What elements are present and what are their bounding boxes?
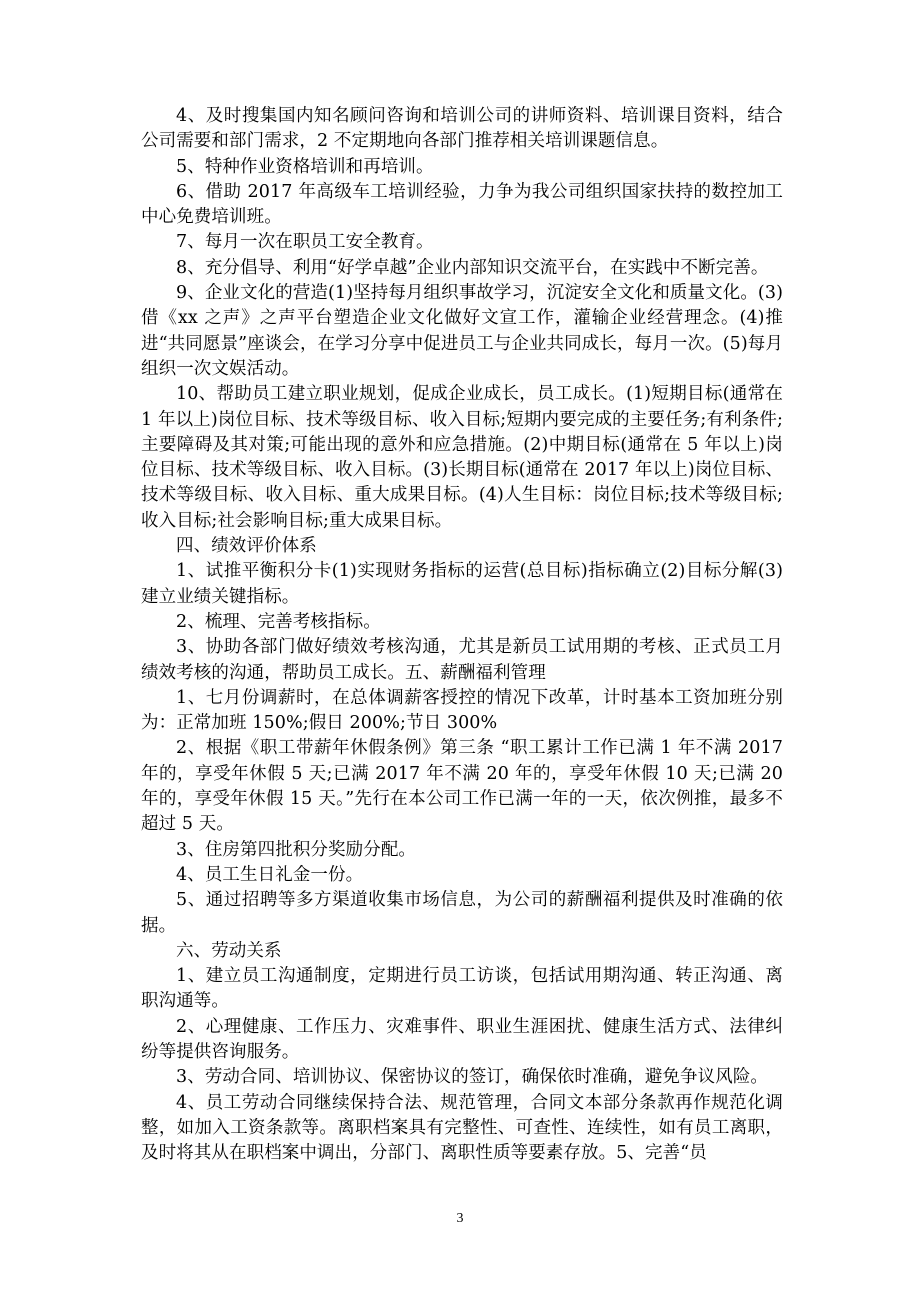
document-body bbox=[141, 104, 783, 1166]
paragraph: 6、借助 2017 年高级车工培训经验，力争为我公司组织国家扶持的数控加工中心免费培训班。 bbox=[141, 181, 783, 228]
paragraph: 5、通过招聘等多方渠道收集市场信息，为公司的薪酬福利提供及时准确的依据。 bbox=[141, 890, 783, 936]
paragraph: 10、帮助员工建立职业规划，促成企业成长，员工成长。(1)短期目标(通常在 1 年以上)岗位目标、技术等级目标、收入目标;短期内要完成的主要任务;有利条件;主要障碍及其对策;可能出现的意外和应急措施。(2)中期目标(通常在 5 年以上)岗位目标、技术等级目标、收入目标。(3)长期目标(通常在 2017 年以上)岗位目标、技术等级目标、收入目标、重大成果目标。(4)人生目标：岗位目标;技术等级目标;收入目标;社会影响目标;重大成果目标。 bbox=[141, 384, 783, 531]
page-number: 3 bbox=[456, 1211, 464, 1226]
paragraph: 7、每月一次在职员工安全教育。 bbox=[176, 232, 434, 253]
paragraph: 4、及时搜集国内知名顾问咨询和培训公司的讲师资料、培训课目资料，结合公司需要和部门需求，2 不定期地向各部门推荐相关培训课题信息。 bbox=[141, 106, 783, 152]
paragraph: 3、住房第四批积分奖励分配。 bbox=[176, 839, 417, 860]
paragraph: 4、员工生日礼金一份。 bbox=[176, 864, 364, 885]
paragraph: 2、心理健康、工作压力、灾难事件、职业生涯困扰、健康生活方式、法律纠纷等提供咨询服务。 bbox=[141, 1016, 783, 1062]
paragraph: 2、根据《职工带薪年休假条例》第三条 “职工累计工作已满 1 年不满 2017 年的，享受年休假 5 天;已满 2017 年不满 20 年的，享受年休假 10 天;已满 20 年的，享受年休假 15 天。”先行在本公司工作已满一年的一天，依次例推，最多不超过 5 天。 bbox=[141, 738, 783, 835]
paragraph: 8、充分倡导、利用“好学卓越”企业内部知识交流平台，在实践中不断完善。 bbox=[176, 257, 769, 278]
paragraph: 5、特种作业资格培训和再培训。 bbox=[176, 156, 434, 177]
paragraph: 3、劳动合同、培训协议、保密协议的签订，确保依时准确，避免争议风险。 bbox=[176, 1067, 769, 1088]
paragraph: 1、七月份调薪时，在总体调薪客授控的情况下改革，计时基本工资加班分别为：正常加班 150%;假日 200%;节日 300% bbox=[141, 687, 783, 734]
paragraph: 9、企业文化的营造(1)坚持每月组织事故学习，沉淀安全文化和质量文化。(3)借《xx 之声》之声平台塑造企业文化做好文宣工作，灌输企业经营理念。(4)推进“共同愿景”座谈会，在学习分享中促进员工与企业共同成长，每月一次。(5)每月组织一次文娱活动。 bbox=[141, 283, 784, 379]
paragraph: 3、协助各部门做好绩效考核沟通，尤其是新员工试用期的考核、正式员工月绩效考核的沟通，帮助员工成长。五、薪酬福利管理 bbox=[141, 637, 783, 683]
section-heading: 四、绩效评价体系 bbox=[176, 536, 317, 557]
paragraph: 1、试推平衡积分卡(1)实现财务指标的运营(总目标)指标确立(2)目标分解(3)建立业绩关键指标。 bbox=[141, 561, 783, 607]
paragraph: 4、员工劳动合同继续保持合法、规范管理，合同文本部分条款再作规范化调整，如加入工资条款等。离职档案具有完整性、可查性、连续性，如有员工离职，及时将其从在职档案中调出，分部门、离职性质等要素存放。5、完善“员 bbox=[141, 1092, 783, 1164]
section-heading: 六、劳动关系 bbox=[176, 940, 282, 961]
paragraph: 1、建立员工沟通制度，定期进行员工访谈，包括试用期沟通、转正沟通、离职沟通等。 bbox=[141, 966, 783, 1012]
paragraph: 2、梳理、完善考核指标。 bbox=[176, 611, 381, 632]
